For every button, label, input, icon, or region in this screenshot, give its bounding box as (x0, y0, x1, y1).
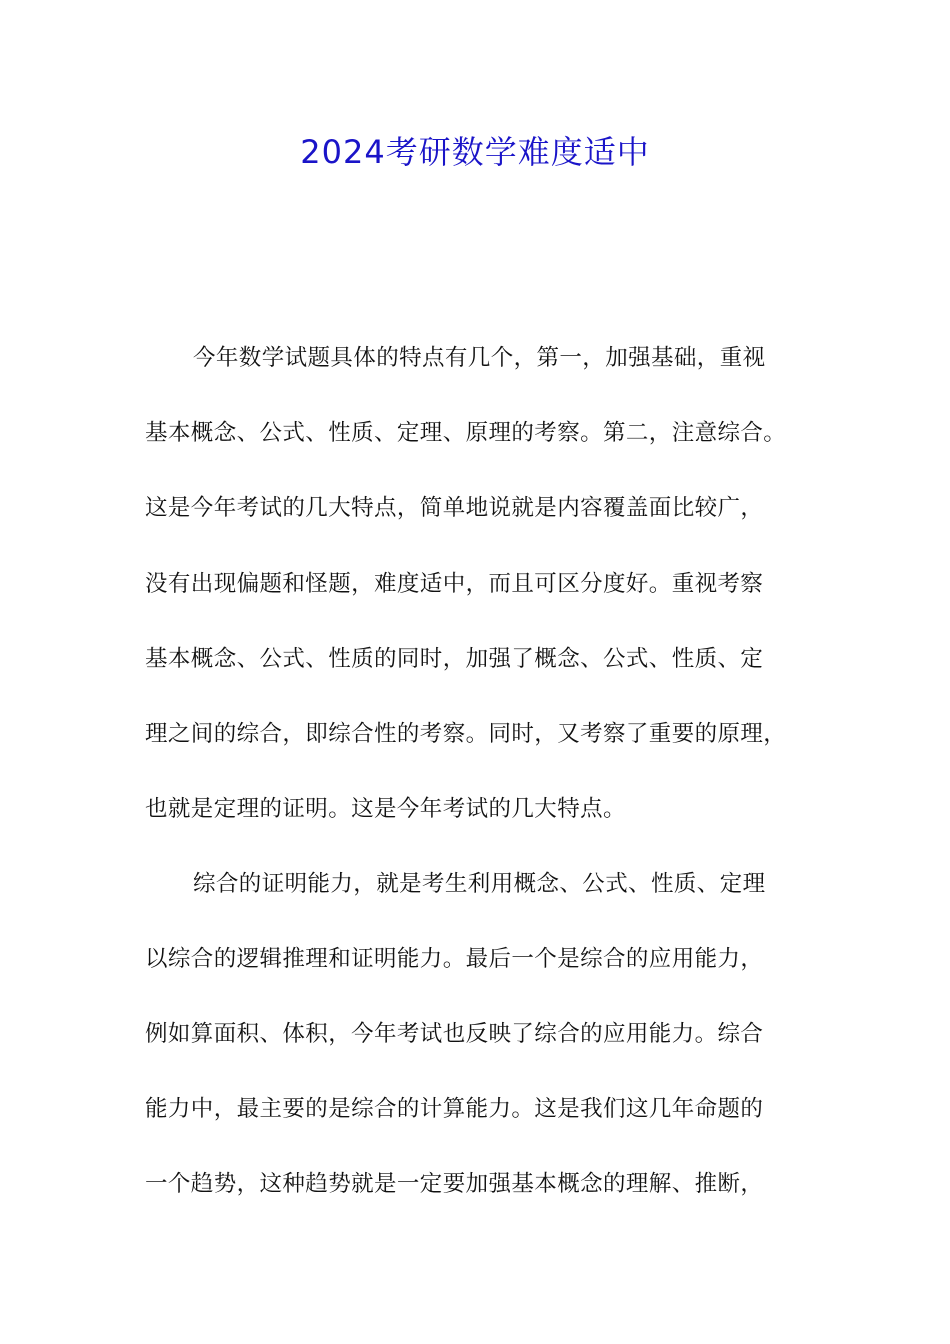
paragraph-2-line-5: 一个趋势，这种趋势就是一定要加强基本概念的理解、推断， (145, 1171, 764, 1197)
paragraph-2-line-3: 例如算面积、体积，今年考试也反映了综合的应用能力。综合 (145, 1021, 764, 1047)
paragraph-1-line-7: 也就是定理的证明。这是今年考试的几大特点。 (145, 796, 626, 822)
paragraph-1-line-2: 基本概念、公式、性质、定理、原理的考察。第二，注意综合。 (145, 420, 787, 446)
paragraph-1-line-6: 理之间的综合，即综合性的考察。同时，又考察了重要的原理， (145, 721, 787, 747)
document-title: 2024考研数学难度适中 (300, 133, 650, 171)
paragraph-1-line-1: 今年数学试题具体的特点有几个，第一，加强基础，重视 (193, 345, 766, 371)
paragraph-2-line-2: 以综合的逻辑推理和证明能力。最后一个是综合的应用能力， (145, 946, 764, 972)
paragraph-2-line-1: 综合的证明能力，就是考生利用概念、公式、性质、定理 (193, 871, 766, 897)
paragraph-2-line-4: 能力中，最主要的是综合的计算能力。这是我们这几年命题的 (145, 1096, 764, 1122)
paragraph-1-line-3: 这是今年考试的几大特点，简单地说就是内容覆盖面比较广， (145, 495, 764, 521)
paragraph-1-line-5: 基本概念、公式、性质的同时，加强了概念、公式、性质、定 (145, 646, 764, 672)
paragraph-1-line-4: 没有出现偏题和怪题，难度适中，而且可区分度好。重视考察 (145, 571, 764, 597)
